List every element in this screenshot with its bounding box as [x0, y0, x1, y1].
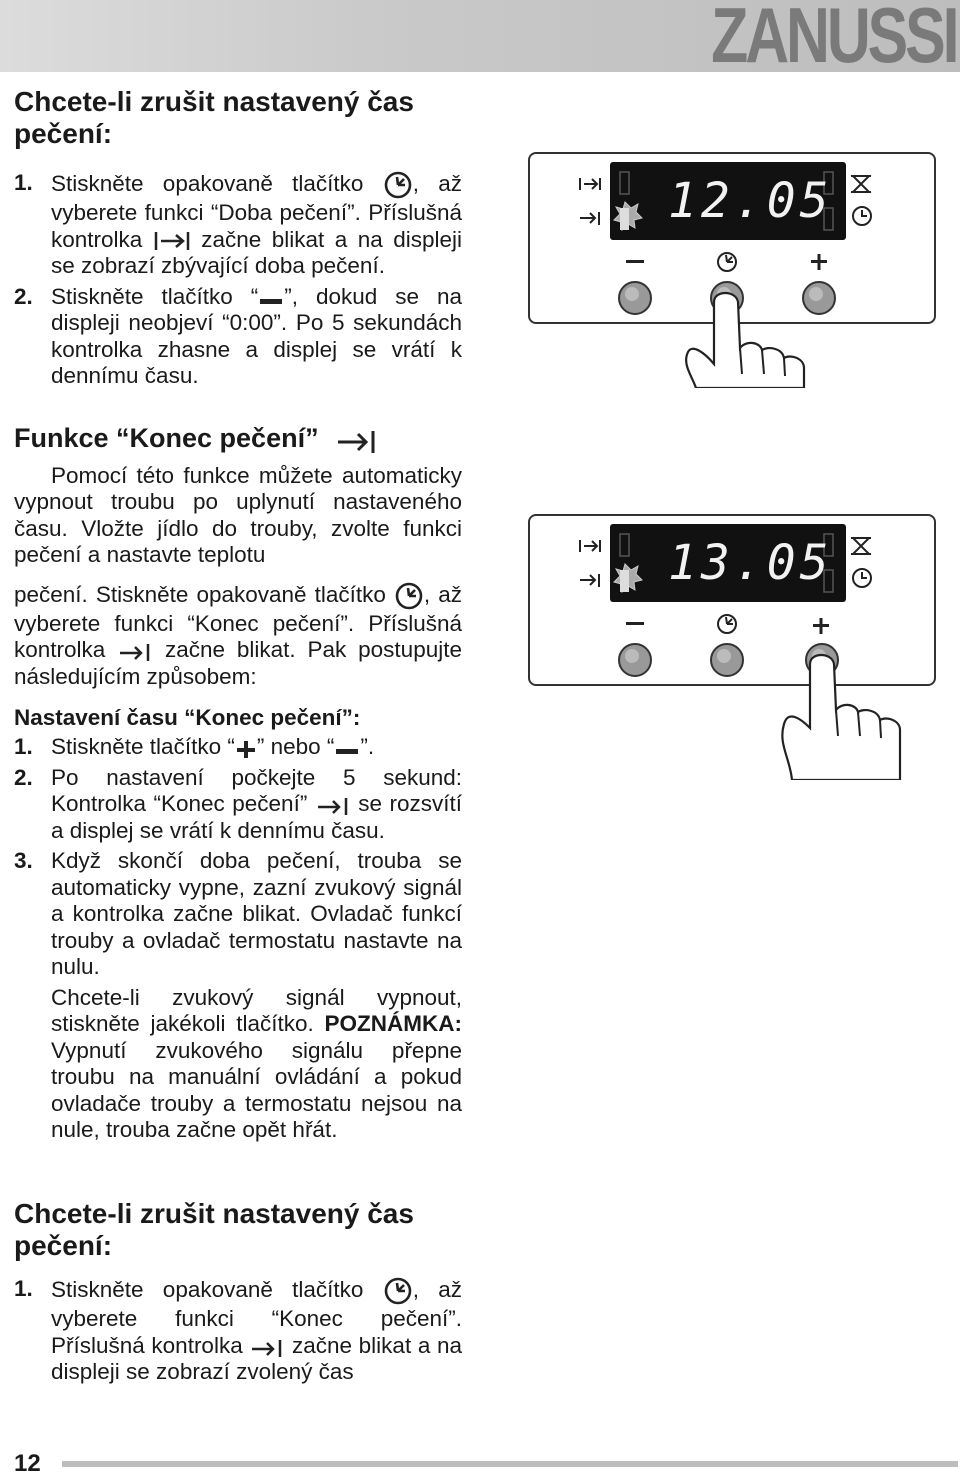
section-title: Funkce “Konec pečení” [14, 422, 462, 455]
display-time: 12.05 [668, 173, 833, 229]
end-time-icon [117, 640, 153, 662]
clock-button-icon [383, 170, 413, 200]
step-1: 1. Stiskněte opakovaně tlačítko , až vyberete funkci “Doba pečení”. Příslušná kontrolka začne blikat a na displeji se zobrazí zbývající doba pečení. [14, 170, 462, 278]
minus-icon [626, 260, 644, 263]
subtitle: Nastavení času “Konec pečení”: [14, 705, 361, 731]
end-time-icon [334, 425, 378, 455]
sound-off-paragraph: Chcete-li zvukový signál vypnout, stiskněte jakékoli tlačítko. POZNÁMKA: Vypnutí zvukového signálu přepne troubu na manuální ovládání a pokud ovladače trouby a termostatu nejsou na nule, trouba začne opět hřát. [51, 984, 462, 1143]
clock-button-icon [394, 581, 424, 611]
minus-button[interactable] [619, 282, 651, 314]
end-time-icon [249, 1336, 285, 1358]
section-title: Chcete-li zrušit nastavený čas pečení: [14, 1198, 414, 1261]
control-panel-illustration-2 [528, 514, 936, 780]
section-cancel-duration [14, 86, 462, 150]
display-time: 13.05 [668, 535, 833, 591]
minus-icon [334, 741, 360, 755]
control-panel-illustration-1 [528, 152, 936, 388]
clock-button[interactable] [711, 644, 743, 676]
end-time-icon [315, 794, 351, 816]
brand-logo: ZANUSSI [710, 0, 956, 79]
clock-button-icon [383, 1276, 413, 1306]
duration-icon [153, 230, 191, 252]
minus-icon [626, 622, 644, 625]
intro-paragraph: Pomocí této funkce můžete automaticky vypnout troubu po uplynutí nastaveného času. Vložte jídlo do trouby, zvolte funkci pečení a nastavte teplotu [14, 462, 462, 568]
page-number: 12 [14, 1450, 41, 1477]
minus-icon [258, 291, 284, 305]
section-end-time [14, 422, 462, 1144]
footer-line [62, 1461, 958, 1467]
step-1: 1. Stiskněte tlačítko “ ” nebo “ ”. [14, 734, 375, 760]
step-list [14, 170, 462, 390]
step-3: 3. Když skončí doba pečení, trouba se automaticky vypne, zazní zvukový signál a kontrolka začne blikat. Ovladač funkcí trouby a ovladač termostatu nastavte na nulu. [14, 848, 462, 980]
section-cancel-end-time [14, 1198, 462, 1386]
step-2: 2. Stiskněte tlačítko “ ”, dokud se na displeji neobjeví “0:00”. Po 5 sekundách kontrolka zhasne a displej se vrátí k dennímu času. [14, 283, 463, 388]
intro-paragraph-2: pečení. Stiskněte opakovaně tlačítko , až vyberete funkci “Konec pečení”. Příslušná kontrolka začne blikat. Pak postupujte následujícím způsobem: [14, 581, 462, 689]
step-1: 1. Stiskněte opakovaně tlačítko , až vyberete funkci “Konec pečení”. Příslušná kontrolka začne blikat a na displeji se zobrazí zvolený čas [14, 1276, 462, 1384]
plus-icon [235, 738, 257, 758]
step-2: 2. Po nastavení počkejte 5 sekund: Kontrolka “Konec pečení” se rozsvítí a displej se vrátí k dennímu času. [14, 764, 462, 843]
plus-button[interactable] [803, 282, 835, 314]
section-title: Chcete-li zrušit nastavený čas pečení: [14, 86, 414, 149]
minus-button[interactable] [619, 644, 651, 676]
